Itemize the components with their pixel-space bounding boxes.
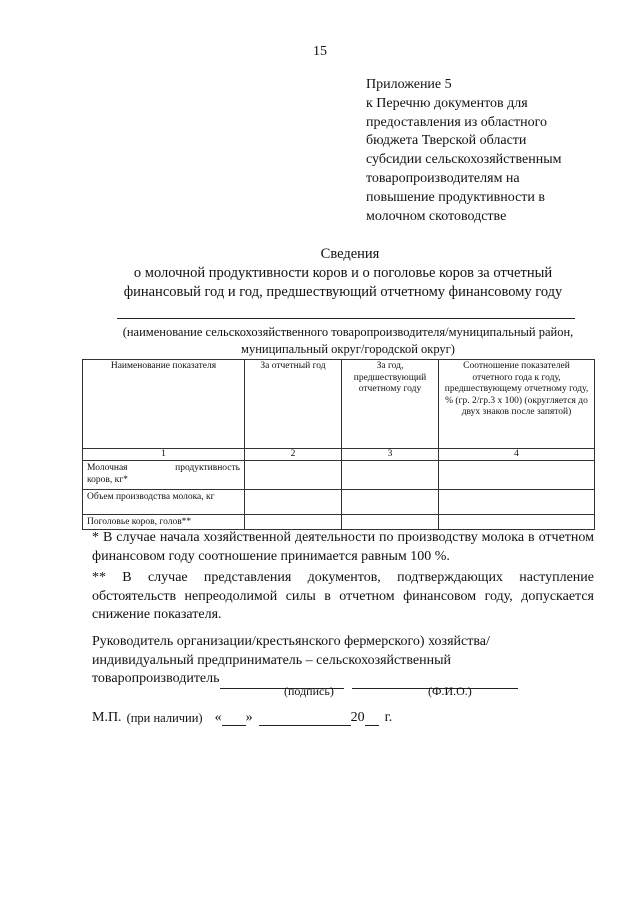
table-row [83, 490, 595, 515]
column-number: 1 [83, 449, 245, 461]
month-field[interactable] [259, 712, 351, 726]
indicators-table [82, 359, 595, 530]
footnote: * В случае начала хозяйственной деятельности по производству молока в отчетном финансовом году соотношение принимается равным 100 %. [92, 530, 594, 564]
cell-reporting-year[interactable] [245, 490, 342, 515]
caption-full-name: (Ф.И.О.) [428, 684, 472, 698]
table-row [83, 515, 595, 530]
column-number: 4 [439, 449, 595, 461]
header-indicator-name: Наименование показателя [83, 360, 245, 449]
cell-reporting-year[interactable] [245, 461, 342, 490]
cell-previous-year[interactable] [342, 461, 439, 490]
caption-line: муниципальный округ/городской округ) [241, 342, 455, 356]
producer-name-field[interactable] [117, 318, 575, 319]
row-label-cow-headcount: Поголовье коров, голов** [83, 515, 245, 530]
signature-line: товаропроизводитель [92, 671, 220, 686]
appendix-line: повышение продуктивности в [366, 189, 546, 205]
appendix-line: к Перечню документов для [366, 95, 528, 111]
stamp-date-row [92, 710, 552, 726]
subtitle-line: финансовый год и год, предшествующий отчетному финансовому году [123, 284, 563, 300]
signature-block [92, 633, 612, 689]
cell-ratio[interactable] [439, 490, 595, 515]
stamp-label: М.П. [92, 710, 122, 725]
header-reporting-year: За отчетный год [245, 360, 342, 449]
caption-line: (наименование сельскохозяйственного товаропроизводителя/муниципальный район, [122, 325, 574, 339]
signature-line: индивидуальный предприниматель – сельскохозяйственный [92, 652, 451, 668]
header-previous-year: За год, предшествующий отчетному году [342, 360, 439, 449]
cell-ratio[interactable] [439, 461, 595, 490]
year-prefix: 20 [350, 710, 365, 725]
appendix-block [366, 76, 616, 226]
year-field[interactable] [365, 712, 379, 726]
document-title: Сведения [320, 246, 380, 262]
footnotes [92, 529, 594, 625]
cell-ratio[interactable] [439, 515, 595, 530]
cell-previous-year[interactable] [342, 490, 439, 515]
appendix-line: предоставления из областного [366, 114, 547, 130]
page-number: 15 [313, 44, 327, 59]
column-number: 3 [342, 449, 439, 461]
header-ratio: Соотношение показателей отчетного года к году, предшествующему отчетному году, % (гр. 2/гр.3 х 100) (округляется до двух знаков после запятой) [439, 360, 595, 449]
label-word: Молочная [87, 463, 128, 473]
appendix-line: товаропроизводителям на [366, 170, 520, 186]
label-word: продуктивность [175, 463, 240, 473]
label-rest: коров, кг* [87, 475, 128, 485]
appendix-line: Приложение 5 [366, 77, 452, 92]
appendix-line: бюджета Тверской области [366, 133, 527, 149]
row-label-milk-productivity [83, 461, 245, 490]
table-row [83, 461, 595, 490]
cell-previous-year[interactable] [342, 515, 439, 530]
year-suffix: г. [384, 710, 393, 725]
subtitle-line: о молочной продуктивности коров и о поголовье коров за отчетный [133, 265, 553, 281]
caption-signature: (подпись) [284, 684, 334, 698]
signature-line: Руководитель организации/крестьянского фермерского) хозяйства/ [92, 634, 490, 649]
footnote: ** В случае представления документов, подтверждающих наступление обстоятельств непреодолимой силы в отчетном финансовом году, допускается снижение показателя. [92, 570, 594, 622]
day-field[interactable] [222, 712, 246, 726]
table-header-row [83, 360, 595, 449]
appendix-line: молочном скотоводстве [366, 208, 507, 224]
row-label-milk-volume: Объем производства молока, кг [83, 490, 245, 515]
quote-open: « [214, 710, 222, 725]
column-number-row [83, 449, 595, 461]
appendix-line: субсидии сельскохозяйственным [366, 152, 562, 168]
cell-reporting-year[interactable] [245, 515, 342, 530]
stamp-note: (при наличии) [126, 711, 203, 725]
column-number: 2 [245, 449, 342, 461]
document-subtitle [88, 264, 598, 302]
producer-name-caption [88, 324, 608, 358]
quote-close: » [245, 710, 253, 725]
